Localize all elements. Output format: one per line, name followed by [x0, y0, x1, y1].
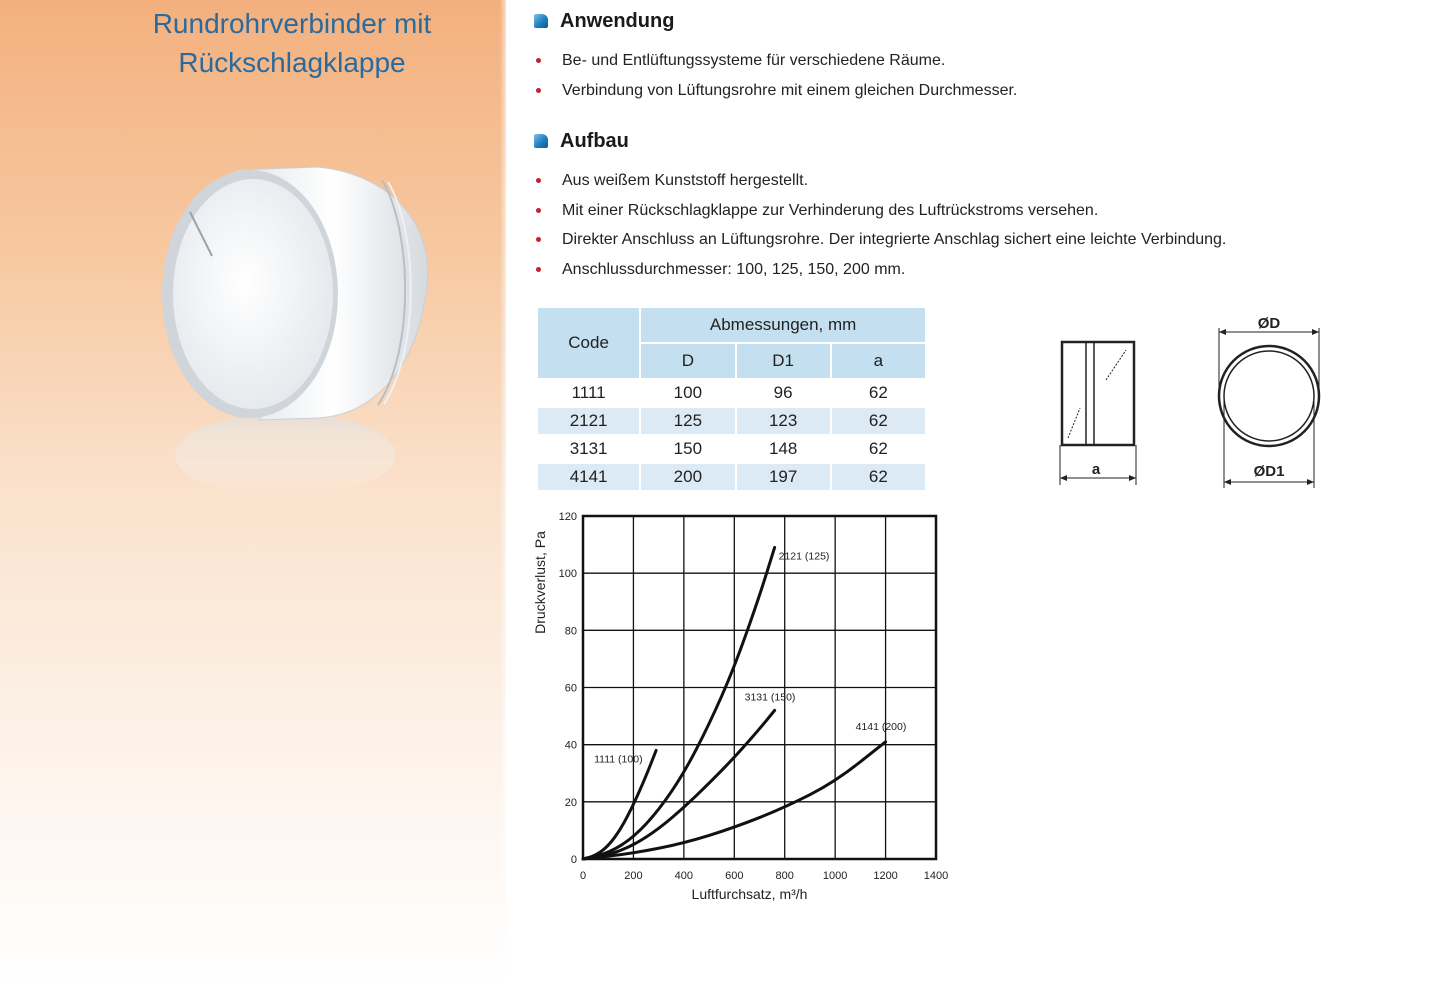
- chart-labels: [559, 511, 949, 882]
- dimension-drawing: [1050, 310, 1350, 495]
- aufbau-heading-text: Aufbau: [560, 130, 629, 152]
- table-row: [538, 408, 925, 434]
- y-tick-label: 80: [564, 625, 577, 638]
- y-tick-label: 100: [558, 568, 577, 581]
- aufbau-list: [534, 166, 1226, 284]
- table-cell: 96: [773, 383, 793, 402]
- group-header: Abmessungen, mm: [641, 308, 925, 342]
- series-label: 1111 (100): [594, 753, 643, 766]
- list-item-text: Mit einer Rückschlagklappe zur Verhinderung des Luftrückstroms versehen.: [562, 201, 1099, 219]
- list-item: [534, 166, 1226, 196]
- table-cell: 123: [737, 408, 830, 434]
- aufbau-heading: [534, 130, 629, 153]
- product-reflection: [175, 413, 395, 497]
- list-item-text: Anschlussdurchmesser: 100, 125, 150, 200 mm.: [562, 260, 906, 278]
- table-cell: 1111: [571, 383, 606, 402]
- table-cell: 150: [673, 439, 703, 458]
- pressure-loss-chart: [525, 500, 965, 910]
- x-tick-label: 400: [674, 870, 694, 882]
- x-tick-label: 1400: [923, 870, 949, 882]
- dimension-label-a: a: [1091, 461, 1101, 478]
- table-cell: 148: [768, 439, 798, 458]
- x-tick-label: 800: [775, 870, 794, 882]
- table-cell: 62: [868, 383, 888, 402]
- series-line: [583, 710, 775, 859]
- dimension-label-d: ØD: [1257, 315, 1281, 332]
- series-label: 2121 (125): [778, 550, 830, 563]
- x-axis-label: Luftfurchsatz, m³/h: [691, 886, 808, 902]
- bullet-icon: [536, 237, 541, 242]
- column-header-a: a: [832, 344, 925, 378]
- table-header-row: [538, 308, 925, 342]
- list-item-text: Aus weißem Kunststoff hergestellt.: [562, 172, 809, 189]
- y-tick-label: 0: [570, 854, 577, 866]
- anwendung-heading-text: Anwendung: [560, 10, 675, 32]
- section-marker-icon: [534, 134, 548, 148]
- bullet-icon: [536, 58, 541, 63]
- y-axis-label: Druckverlust, Pa: [532, 531, 548, 634]
- column-header-d1: D1: [737, 344, 830, 378]
- anwendung-heading: [534, 10, 674, 33]
- series-label: 4141 (200): [855, 720, 907, 733]
- x-tick-label: 1000: [822, 870, 848, 882]
- anwendung-list: [534, 46, 1017, 105]
- x-tick-label: 200: [624, 870, 643, 882]
- y-tick-label: 120: [558, 511, 577, 523]
- list-item-text: Verbindung von Lüftungsrohre mit einem gleichen Durchmesser.: [562, 81, 1018, 99]
- x-tick-label: 600: [725, 870, 744, 882]
- series-line: [583, 750, 656, 859]
- column-header-d: D: [641, 344, 734, 378]
- dimensions-table: [536, 306, 927, 492]
- table-cell: 200: [641, 464, 734, 490]
- table-cell: 62: [832, 464, 925, 490]
- list-item-text: Direkter Anschluss an Lüftungsrohre. Der integrierte Anschlag sichert eine leichte Verbindung.: [562, 231, 1227, 248]
- y-tick-label: 20: [564, 796, 577, 809]
- list-item: [534, 76, 1017, 106]
- table-row: [538, 380, 925, 406]
- title-line-1: Rundrohrverbinder mit: [152, 8, 432, 39]
- section-marker-icon: [534, 14, 548, 28]
- table-cell: 100: [673, 383, 703, 402]
- list-item-text: Be- und Entlüftungssysteme für verschiedene Räume.: [562, 52, 946, 69]
- table-cell: 2121: [538, 408, 639, 434]
- y-tick-label: 60: [564, 682, 577, 695]
- dimension-label-d1: ØD1: [1253, 463, 1285, 480]
- bullet-icon: [536, 178, 541, 183]
- page-title: [0, 4, 584, 82]
- sidebar-edge: [500, 0, 506, 988]
- table-row: [538, 464, 925, 490]
- table-cell: 62: [832, 408, 925, 434]
- bullet-icon: [536, 208, 541, 213]
- table-cell: 4141: [538, 464, 639, 490]
- bullet-icon: [536, 267, 541, 272]
- table-cell: 197: [737, 464, 830, 490]
- list-item: [534, 46, 1017, 76]
- title-line-2: Rückschlagklappe: [178, 47, 406, 78]
- product-image: [150, 150, 450, 510]
- chart-grid: [583, 516, 936, 859]
- table-cell: 3131: [569, 439, 608, 458]
- series-label: 3131 (150): [744, 691, 796, 704]
- x-tick-label: 0: [579, 870, 587, 882]
- table-cell: 125: [641, 408, 734, 434]
- x-tick-label: 1200: [873, 870, 898, 882]
- table-cell: 62: [868, 439, 888, 458]
- bullet-icon: [536, 88, 541, 93]
- product-face: [173, 179, 333, 409]
- list-item: [534, 225, 1226, 255]
- table-row: [538, 436, 925, 462]
- code-header: Code: [538, 308, 639, 378]
- list-item: [534, 196, 1226, 226]
- list-item: [534, 255, 1226, 285]
- y-tick-label: 40: [564, 739, 577, 752]
